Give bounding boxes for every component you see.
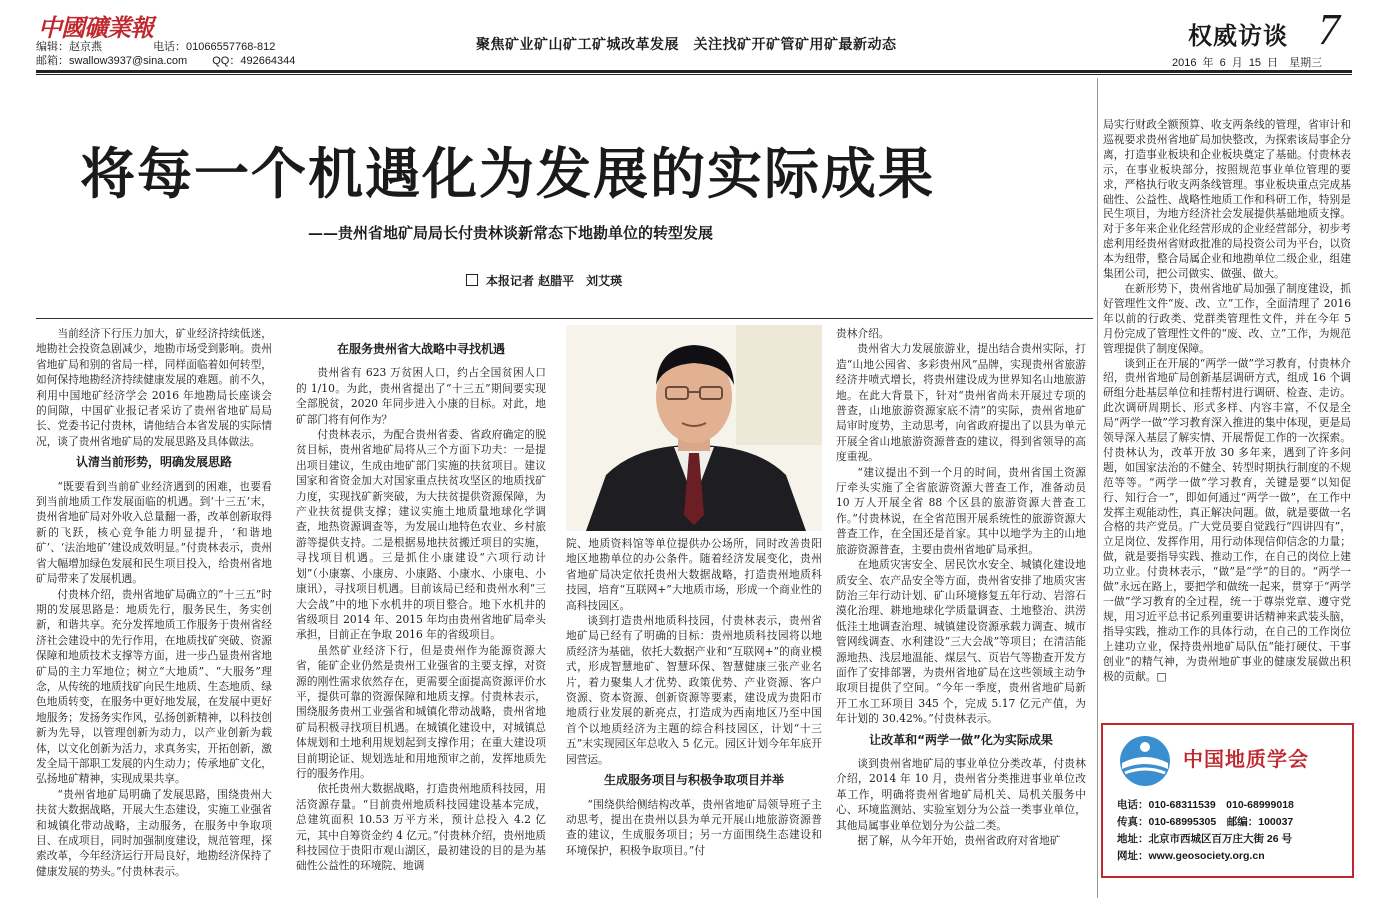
paragraph: 局实行财政全额预算、收支两条线的管理，省审计和巡视要求贵州省地矿局加快整改，为探索该局事企分离，打造事业板块和企业板块奠定了基础。付贵林表示，在事业板块部分，按照规范事业单位管理的要求，严格执行收支两条线管理。事业板块重点完成基础性、公益性、战略性地质工作和科研工作，特别是民生项目，为地方经济社会发展提供基础地质支撑。对于多年来企业化经营形成的企业经营部分，初步考虑利用经贵州省财政批准的局投资公司为平台，以资本为纽带，整合局属企业和地勘单位二级企业，组建集团公司，把公司做实、做强、做大。: [1103, 118, 1351, 281]
society-globe-icon: [1117, 733, 1173, 789]
paragraph: 贵州省有 623 万贫困人口，约占全国贫困人口的 1/10。为此，贵州省提出了“十三五”期间要实现全部脱贫，2020 年同步进入小康的目标。对此，地矿部门将有何作为？: [296, 366, 546, 426]
editor-name: 编辑：赵京燕: [36, 41, 102, 53]
paragraph: 虽然矿业经济下行，但是贵州作为能源资源大省，能矿企业仍然是贵州工业强省的主要支撑，对资源的刚性需求依然存在，更需要全面提高资源评价水平，提供可靠的资源保障和地质支撑。付贵林表示，围绕服务贵州工业强省和城镇化带动战略，贵州省地矿局积极寻找项目机遇。在城镇化建设中，对城镇总体规划和土地利用规划起到支撑作用；在重大建设项目前期论证、规划选址和用地预审之前，发挥地质先行的服务作用。: [296, 643, 546, 780]
column-divider: [1097, 78, 1098, 898]
paragraph: “贵州省地矿局明确了发展思路，围绕贵州大扶贫大数据战略，开展大生态建设，实施工业强省和城镇化带动战略，主动服务，在服务中争取项目、在成项目，同时加强制度建设，规范管理，探索改革，今年经济运行开局良好，地勘经济保持了健康发展的势头。”付贵林表示。: [36, 787, 272, 878]
paragraph: 付贵林介绍，贵州省地矿局确立的“十三五”时期的发展思路是：地质先行，服务民生，务实创新，和谐共享。充分发挥地质工作服务于贵州省经济社会建设中的先行作用，在地质找矿突破、资源保障和地质技术支撑等方面，进一步凸显贵州省地矿局的主力军地位；树立“大地质”、“大服务”理念，从传统的地质找矿向民生地质、生态地质、绿色地质转变，在服务中更好地发展，在发展中更好地服务；发扬务实作风，弘扬创新精神，以科技创新为先导，以管理创新为动力，以产业创新为载体，以文化创新为活力，求真务实，开拓创新，激发全局干部职工发展的内生动力；传承地矿文化，弘扬地矿精神，实现成果共享。: [36, 587, 272, 786]
column-4: [836, 326, 1086, 848]
newspaper-logo: 中國礦業報: [38, 13, 153, 42]
paragraph: 贵林介绍。: [836, 327, 890, 340]
column-1: [36, 326, 272, 879]
paragraph: 依托贵州大数据战略，打造贵州地质科技园，用活资源存量。“目前贵州地质科技园建设基本完成，总建筑面积 10.53 万平方米，预计总投入 4.2 亿元，其中自筹资金约 4 亿元。”付贵林介绍，贵州地质科技园位于贵阳市观山湖区，最初建设的目的是为基础性公益性的环境院、地调: [296, 782, 546, 873]
paragraph: 谈到贵州省地矿局的事业单位分类改革，付贵林介绍，2014 年 10 月，贵州省分类推进事业单位改革工作，明确将贵州省地矿局机关、局机关服务中心、环境监测站、实验室划分为公益一类事业单位，其他局属事业单位划分为公益二类。: [836, 756, 1086, 832]
column-2: [296, 336, 546, 874]
paragraph: 当前经济下行压力加大，矿业经济持续低迷，地勘社会投资急剧减少，地勘市场受到影响。贵州省地矿局和别的省局一样，同样面临着如何转型，如何保持地勘经济持续健康发展的难题。前不久，利用中国地矿经济学会 2016 年地勘局长座谈会的间隙，中国矿业报记者采访了贵州省地矿局局长、党委书记付贵林，请他结合本省发展的实际情况，谈了贵州省地矿局的发展思路及具体做法。: [36, 327, 272, 448]
header-rule: [36, 70, 1352, 73]
section-heading: 在服务贵州省大战略中寻找机遇: [336, 342, 505, 356]
page-number: 7: [1318, 5, 1340, 54]
column-5: [1103, 118, 1351, 684]
section-heading: 生成服务项目与积极争取项目并举: [603, 773, 784, 788]
header-rule-thin: [36, 74, 1352, 75]
paragraph: 谈到打造贵州地质科技园，付贵林表示，贵州省地矿局已经有了明确的目标：贵州地质科技园将以地质经济为基础，依托大数据产业和“互联网+”的商业模式，形成智慧地矿、智慧环保、智慧健康三张产业名片，着力聚集人才优势、政策优势、产业资源、客户资源、资本资源、创新资源等要素，建设成为贵阳市地质行业发展的新亮点，打造成为西南地区乃至中国首个以地质经济为主题的综合科技园区，计划“十三五”末实现园区年总收入 5 亿元。园区计划今年年底开园营运。: [566, 614, 822, 766]
paragraph: 谈到正在开展的“两学一做”学习教育，付贵林介绍，贵州省地矿局创新基层调研方式，组成 16 个调研组分赴基层单位和挂帮村进行调研、检查、走访。此次调研周期长、形式多样、内容丰富，不仅是全局“两学一做”学习教育深入推进的集中体现，更是局领导深入基层了解实情、开展帮促工作的一次探索。付贵林认为，改革开放 30 多年来，遇到了许多问题，如国家法治的不健全、转型时期执行制度的不规范等等。“两学一做”学习教育，关键是要“以知促行、知行合一”，即如何通过“两学一做”，在工作中发挥主观能动性，真正解决问题。做，就是要做一名合格的共产党员。广大党员要自觉践行“四讲四有”，立足岗位、发挥作用，用行动体现信仰信念的力量；做，就是要指导实践、推动工作，在自己的岗位上建功立业。付贵林表示，“做”是“学”的目的。“两学一做”永远在路上，要把学和做统一起来，贯穿于“两学一做”学习教育的全过程，统一于尊崇党章、遵守党规，用习近平总书记系列重要讲话精神来武装头脑，指导实践，推动工作的具体行动，在自己的工作岗位上建功立业，保持贵州地矿局队伍“能打硬仗、干事创业”的精气神，为贵州地矿事业的健康发展做出积极的贡献。□: [1103, 356, 1351, 683]
paragraph: 在地质灾害安全、居民饮水安全、城镇化建设地质安全、农产品安全等方面，贵州省安排了地质灾害防治三年行动计划、矿山环境修复五年行动、岩溶石漠化治理、耕地地球化学质量调查、土地整治、洪涝低洼土地调查治理、城镇建设资源承载力调查、城市管网线调查、水利建设“三大会战”等项目；在清洁能源地热、浅层地温能、煤层气、页岩气等勘查开发方面作了安排部署，为贵州省地矿局在这些领域主动争取项目提供了空间。“今年一季度，贵州省地矿局新开工水工环项目 345 个，完成 5.17 亿元产值，为年计划的 30.42%。”付贵林表示。: [836, 558, 1086, 726]
article-byline: [466, 272, 622, 289]
paragraph: 在新形势下，贵州省地矿局加强了制度建设，抓好管理性文件“废、改、立”工作，全面清理了 2016 年以前的行政类、党群类管理性文件，并在今年 5 月份完成了管理性文件的“废、改、立”工作，为规范管理提供了制度保障。: [1103, 281, 1351, 355]
editor-line: [36, 40, 275, 55]
society-website[interactable]: 网址：www.geosociety.org.cn: [1117, 850, 1265, 862]
section-heading: 让改革和“两学一做”化为实际成果: [869, 732, 1053, 747]
section-title: 权威访谈: [1188, 22, 1288, 50]
paragraph: 付贵林表示，为配合贵州省委、省政府确定的脱贫目标，贵州省地矿局将从三个方面下功夫：一是提出项目建议，生成由地矿部门实施的扶贫项目。建议国家和省资金加大对国家重点扶贫攻坚区的地质找矿力度，实现找矿新突破，为大扶贫提供资源保障，为产业扶贫提供支撑；建议实施土地质量地球化学调查，地热资源调查等，为发展山地特色农业、乡村旅游等提供支持。二是根据易地扶贫搬迁项目的实施，寻找项目机遇。三是抓住小康建设“六项行动计划”（小康寨、小康房、小康路、小康水、小康电、小康讯），寻找项目机遇。目前该局已经和贵州水利“三大会战”中的地下水机井的项目整合。地下水机井的省级项目 2014 年、2015 年均由贵州省地矿局牵头承担，目前正在争取 2016 年的省级项目。: [296, 428, 546, 642]
page-slogan: 聚焦矿业矿山矿工矿城改革发展 关注找矿开矿管矿用矿最新动态: [476, 36, 897, 52]
society-advertisement: [1101, 723, 1354, 878]
paragraph: “建议提出不到一个月的时间，贵州省国土资源厅牵头实施了全省旅游资源大普查工作，准备动员 10 万人开展全省 88 个区县的旅游资源大普查工作。”付贵林说，在全省范围开展系统性的旅游资源大普查工作，在全国还是首家。其中以地学为主的山地旅游资源普查，主要由贵州省地矿局承担。: [836, 465, 1086, 556]
interviewee-photo: [566, 325, 822, 531]
headline-bottom-rule: [36, 318, 1093, 319]
editor-phone: 电话：01066557768-812: [153, 41, 276, 53]
society-name: 中国地质学会: [1183, 747, 1309, 771]
contact-line: [36, 54, 295, 69]
society-phone: 电话：010-68311539 010-68999018: [1117, 799, 1294, 811]
society-address: 地址：北京市西城区百万庄大街 26 号: [1117, 833, 1293, 845]
paragraph: 贵州省大力发展旅游业，提出结合贵州实际，打造“山地公园省、多彩贵州风”品牌，实现贵州省旅游经济井喷式增长，将贵州建设成为世界知名山地旅游地。在此大背景下，针对“贵州省尚未开展过专项的普查，山地旅游资源家底不清”的实际，贵州省地矿局审时度势，主动思考，向省政府提出了以县为单元开展全省山地旅游资源普查的建议，得到省领导的高度重视。: [836, 342, 1086, 464]
article-subheadline: ——贵州省地矿局局长付贵林谈新常态下地勘单位的转型发展: [308, 224, 714, 242]
paragraph: 据了解，从今年开始，贵州省政府对省地矿: [857, 834, 1061, 847]
paragraph: “围绕供给侧结构改革，贵州省地矿局领导班子主动思考，提出在贵州以县为单元开展山地旅游资源普查的建议，生成服务项目；另一方面围绕生态建设和环境保护，积极争取项目。”付: [566, 797, 822, 857]
paragraph: “既要看到当前矿业经济遇到的困难，也要看到当前地质工作发展面临的机遇。到‘十三五’末，贵州省地矿局对外收入总量翻一番，改革创新取得新的飞跃，核心竞争能力明显提升，‘和谐地矿’、‘法治地矿’建设成效明显。”付贵林表示，贵州省大幅增加绿色发展和民生项目投入，给贵州省地矿局带来了发展机遇。: [36, 479, 272, 586]
column-3: [566, 536, 822, 858]
article-headline: 将每一个机遇化为发展的实际成果: [80, 142, 936, 206]
portrait-image: [566, 325, 822, 531]
byline-text: 本报记者 赵腊平 刘艾瑛: [486, 274, 623, 288]
society-fax: 传真：010-68995305 邮编：100037: [1117, 816, 1294, 828]
section-heading: 认清当前形势，明确发展思路: [75, 455, 232, 470]
byline-box-icon: [466, 274, 478, 286]
editor-email: 邮箱：swallow3937@sina.com: [36, 55, 188, 67]
issue-date: 2016 年 6 月 15 日 星期三: [1172, 57, 1323, 69]
paragraph: 院、地质资料馆等单位提供办公场所，同时改善贵阳地区地勘单位的办公条件。随着经济发展变化，贵州省地矿局决定依托贵州大数据战略，打造贵州地质科技园，培育“互联网+”大地质市场，形成一个商业性的高科技园区。: [566, 537, 822, 612]
editor-qq: QQ：492664344: [212, 55, 296, 67]
